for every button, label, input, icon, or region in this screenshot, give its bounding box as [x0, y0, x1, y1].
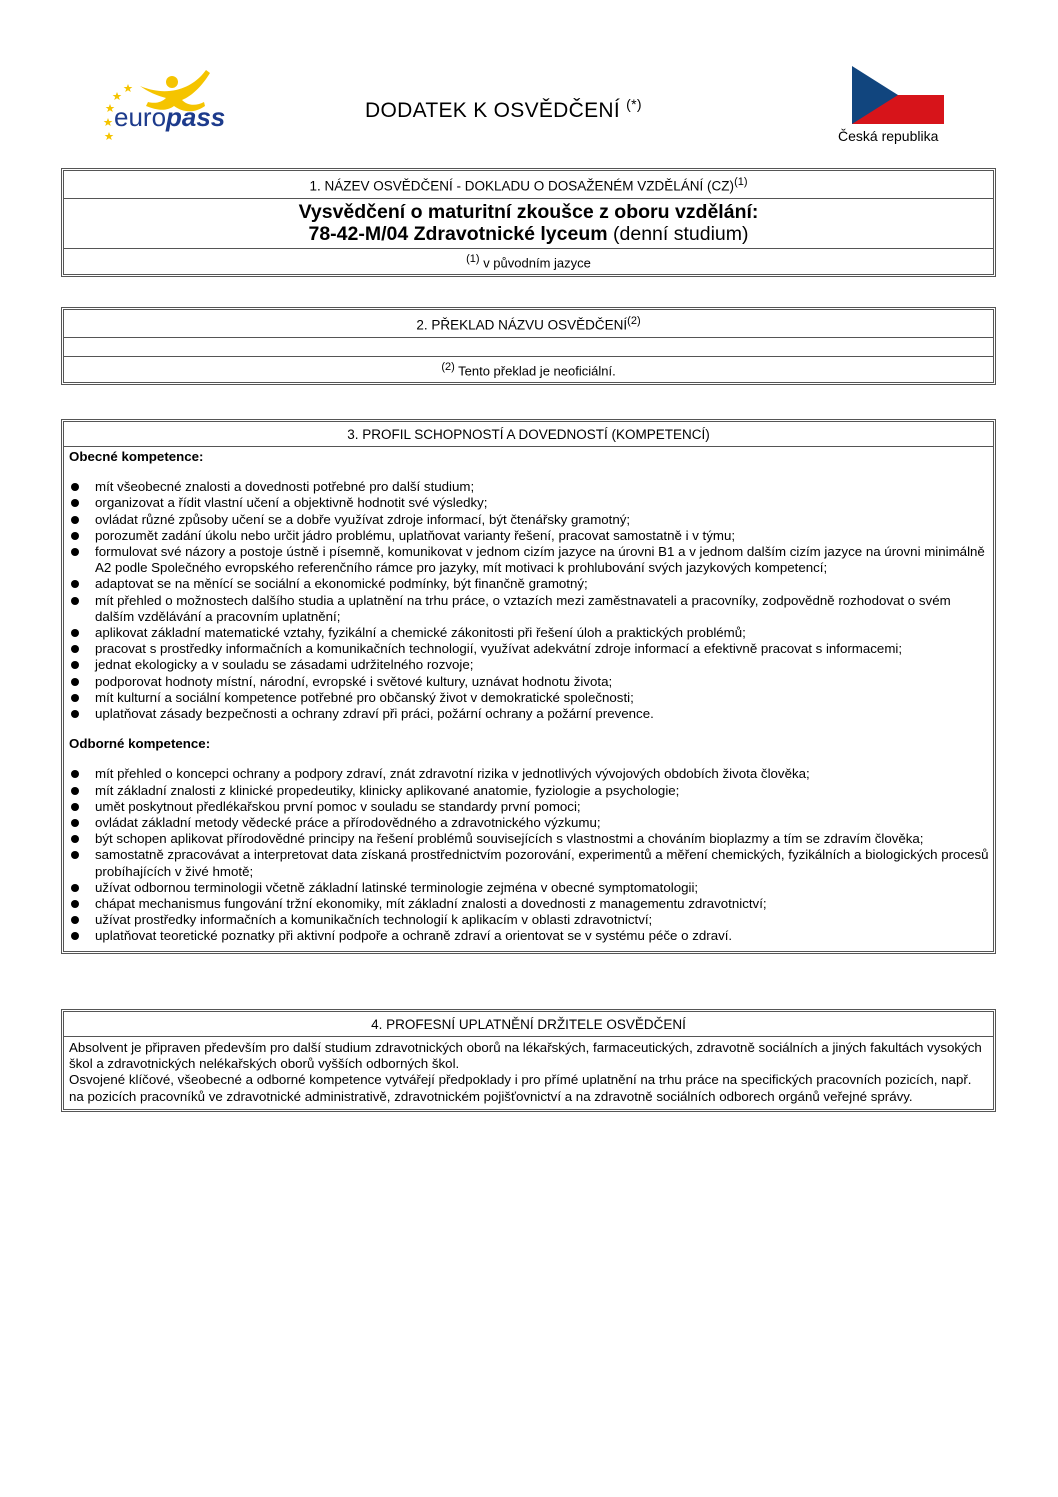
list-item [69, 576, 989, 592]
section-competences [61, 419, 996, 954]
list-item-text: užívat odbornou terminologii včetně základní latinské terminologie zejména v obecné symptomatologii; [95, 879, 699, 895]
bullet-icon [71, 851, 79, 859]
list-item [69, 799, 989, 815]
bullet-icon [71, 900, 79, 908]
section1-note [64, 248, 993, 274]
bullet-icon [71, 916, 79, 924]
list-item-text: jednat ekologicky a v souladu se zásadami udržitelného rozvoje; [95, 657, 474, 673]
translation-value [64, 337, 993, 356]
bullet-icon [71, 787, 79, 795]
list-item [69, 528, 989, 544]
list-item [69, 512, 989, 528]
list-item-text: aplikovat základní matematické vztahy, fyzikální a chemické zákonitosti při řešení úloh a praktických problémů; [95, 625, 746, 641]
list-item-text: mít kulturní a sociální kompetence potřebné pro občanský život v demokratické společnosti; [95, 689, 634, 705]
employment-paragraph-1: Absolvent je připraven především pro další studium zdravotnických oborů na lékařských, farmaceutických, zdravotně sociálních a jiných fakultách vysokých škol a zdravotnických nelékařských oborů vyšších odborných škol. [69, 1040, 982, 1072]
list-item-text: uplatňovat zásady bezpečnosti a ochrany zdraví při práci, požární ochrany a požární prevence. [95, 706, 654, 722]
bullet-icon [71, 694, 79, 702]
section-translation [61, 307, 996, 385]
employment-paragraph-2: Osvojené klíčové, všeobecné a odborné kompetence vytvářejí předpoklady i pro přímé uplatnění na trhu práce na specifických pracovních pozicích, např. na pozicích pracovníků ve zdravotnické administrativě, zdravotnickém pojišťovnictví a na zdravotně sociálních odborech orgánů veřejné správy. [69, 1072, 972, 1104]
list-item-text: uplatňovat teoretické poznatky při aktivní podpoře a ochraně zdraví a orientovat se v systému péče o zdraví. [95, 928, 733, 944]
bullet-icon [71, 597, 79, 605]
competences-content [64, 446, 993, 951]
section1-heading-sup: (1) [734, 176, 748, 188]
list-item-text: mít přehled o možnostech dalšího studia a uplatnění na trhu práce, o vztazích mezi zaměstnavateli a pracovníky, zodpovědně rozhodovat o svém dalším vzdělávání a pracovním uplatnění; [95, 592, 951, 624]
czech-flag-icon [852, 66, 944, 124]
certificate-title-line2 [68, 223, 989, 245]
professional-competences-label: Odborné kompetence: [69, 736, 211, 752]
list-item [69, 657, 989, 673]
bullet-icon [71, 499, 79, 507]
section1-note-text: v původním jazyce [479, 254, 591, 270]
list-item-text: samostatně zpracovávat a interpretovat data získaná prostřednictvím pozorování, experimentů a měření chemických, fyzikálních a biologických procesů probíhajících v živé hmotě; [95, 847, 989, 879]
list-item [69, 847, 989, 879]
list-item-text: ovládat základní metody vědecké práce a přírodovědného a zdravotnického výzkumu; [95, 815, 601, 831]
section2-heading-text: 2. PŘEKLAD NÁZVU OSVĚDČENÍ [416, 317, 628, 333]
list-item [69, 495, 989, 511]
section2-heading-sup: (2) [627, 315, 641, 327]
certificate-title [64, 198, 993, 248]
document-title [365, 96, 642, 123]
list-item [69, 928, 989, 944]
general-competences-label: Obecné kompetence: [69, 449, 204, 464]
list-item-text: organizovat a řídit vlastní učení a objektivně hodnotit své výsledky; [95, 495, 488, 511]
section-employment [61, 1009, 996, 1112]
bullet-icon [71, 770, 79, 778]
list-item [69, 625, 989, 641]
certificate-title-line1: Vysvědčení o maturitní zkoušce z oboru vzdělání: [298, 200, 759, 223]
section2-heading [64, 310, 993, 337]
list-item-text: adaptovat se na měnící se sociální a ekonomické podmínky, být finančně gramotný; [95, 576, 588, 592]
bullet-icon [71, 710, 79, 718]
list-item-text: podporovat hodnoty místní, národní, evropské i světové kultury, uznávat hodnotu života; [95, 673, 613, 689]
list-item-text: užívat prostředky informačních a komunikačních technologií k aplikacím v oblasti zdravotnictví; [95, 912, 653, 928]
list-item-text: chápat mechanismus fungování tržní ekonomiky, mít základní znalosti a dovednosti z managementu zdravotnictví; [95, 896, 767, 912]
certificate-study-mode: (denní studium) [607, 222, 749, 245]
list-item [69, 706, 989, 722]
employment-content [64, 1036, 993, 1109]
list-item [69, 544, 989, 576]
section1-heading-text: 1. NÁZEV OSVĚDČENÍ - DOKLADU O DOSAŽENÉM VZDĚLÁNÍ (CZ) [309, 178, 735, 194]
list-item-text: formulovat své názory a postoje ústně i písemně, komunikovat v jednom cizím jazyce na úrovni B1 a v jednom dalším cizím jazyce na úrovni minimálně A2 podle Společného evropského referenčního rámce pro jazyky, mít motivaci k prohlubování svých jazykových kompetencí; [95, 544, 985, 576]
list-item [69, 815, 989, 831]
general-competences-list [69, 479, 989, 722]
section2-note-sup: (2) [441, 360, 455, 373]
list-item [69, 783, 989, 799]
section4-heading: 4. PROFESNÍ UPLATNĚNÍ DRŽITELE OSVĚDČENÍ [371, 1017, 686, 1032]
section3-heading: 3. PROFIL SCHOPNOSTÍ A DOVEDNOSTÍ (KOMPETENCÍ) [347, 427, 710, 442]
bullet-icon [71, 532, 79, 540]
document-title-sup: (*) [626, 96, 642, 112]
bullet-icon [71, 516, 79, 524]
section2-note [64, 356, 993, 382]
europass-wordmark-pass: pass [166, 102, 226, 132]
bullet-icon [71, 678, 79, 686]
bullet-icon [71, 645, 79, 653]
bullet-icon [71, 548, 79, 556]
bullet-icon [71, 629, 79, 637]
europass-wordmark: euro [114, 102, 167, 132]
list-item [69, 690, 989, 706]
country-name: Česká republika [838, 128, 939, 144]
list-item [69, 674, 989, 690]
bullet-icon [71, 884, 79, 892]
section1-note-sup: (1) [466, 252, 480, 265]
list-item [69, 880, 989, 896]
bullet-icon [71, 803, 79, 811]
list-item [69, 479, 989, 495]
section1-heading [64, 171, 993, 198]
list-item-text: umět poskytnout předlékařskou první pomoc v souladu se standardy první pomoci; [95, 798, 581, 814]
bullet-icon [71, 835, 79, 843]
professional-competences-list [69, 766, 989, 944]
section2-note-text: Tento překlad je neoficiální. [454, 362, 616, 378]
bullet-icon [71, 661, 79, 669]
bullet-icon [71, 580, 79, 588]
list-item [69, 896, 989, 912]
list-item-text: mít všeobecné znalosti a dovednosti potřebné pro další studium; [95, 479, 475, 495]
list-item [69, 766, 989, 782]
list-item-text: být schopen aplikovat přírodovědné principy na řešení problémů souvisejících s vlastnostmi a chováním bioplazmy a tím se zdravím člověka; [95, 831, 924, 847]
list-item-text: porozumět zadání úkolu nebo určit jádro problému, uplatňovat varianty řešení, pracovat samostatně i v týmu; [95, 527, 736, 543]
document-title-text: DODATEK K OSVĚDČENÍ [365, 99, 621, 122]
list-item [69, 593, 989, 625]
list-item-text: ovládat různé způsoby učení se a dobře využívat zdroje informací, být čtenářsky gramotný; [95, 511, 631, 527]
europass-logo [100, 66, 240, 144]
list-item-text: pracovat s prostředky informačních a komunikačních technologií, využívat adekvátní zdroje informací a efektivně pracovat s informacemi; [95, 641, 903, 657]
bullet-icon [71, 932, 79, 940]
list-item-text: mít základní znalosti z klinické propedeutiky, klinicky aplikované anatomie, fyziologie a psychologie; [95, 782, 680, 798]
certificate-field-code: 78-42-M/04 Zdravotnické lyceum [308, 222, 608, 245]
list-item [69, 912, 989, 928]
bullet-icon [71, 483, 79, 491]
list-item-text: mít přehled o koncepci ochrany a podpory zdraví, znát zdravotní rizika v jednotlivých vývojových obdobích života člověka; [95, 766, 810, 782]
list-item [69, 831, 989, 847]
bullet-icon [71, 819, 79, 827]
list-item [69, 641, 989, 657]
section-certificate-title [61, 168, 996, 277]
